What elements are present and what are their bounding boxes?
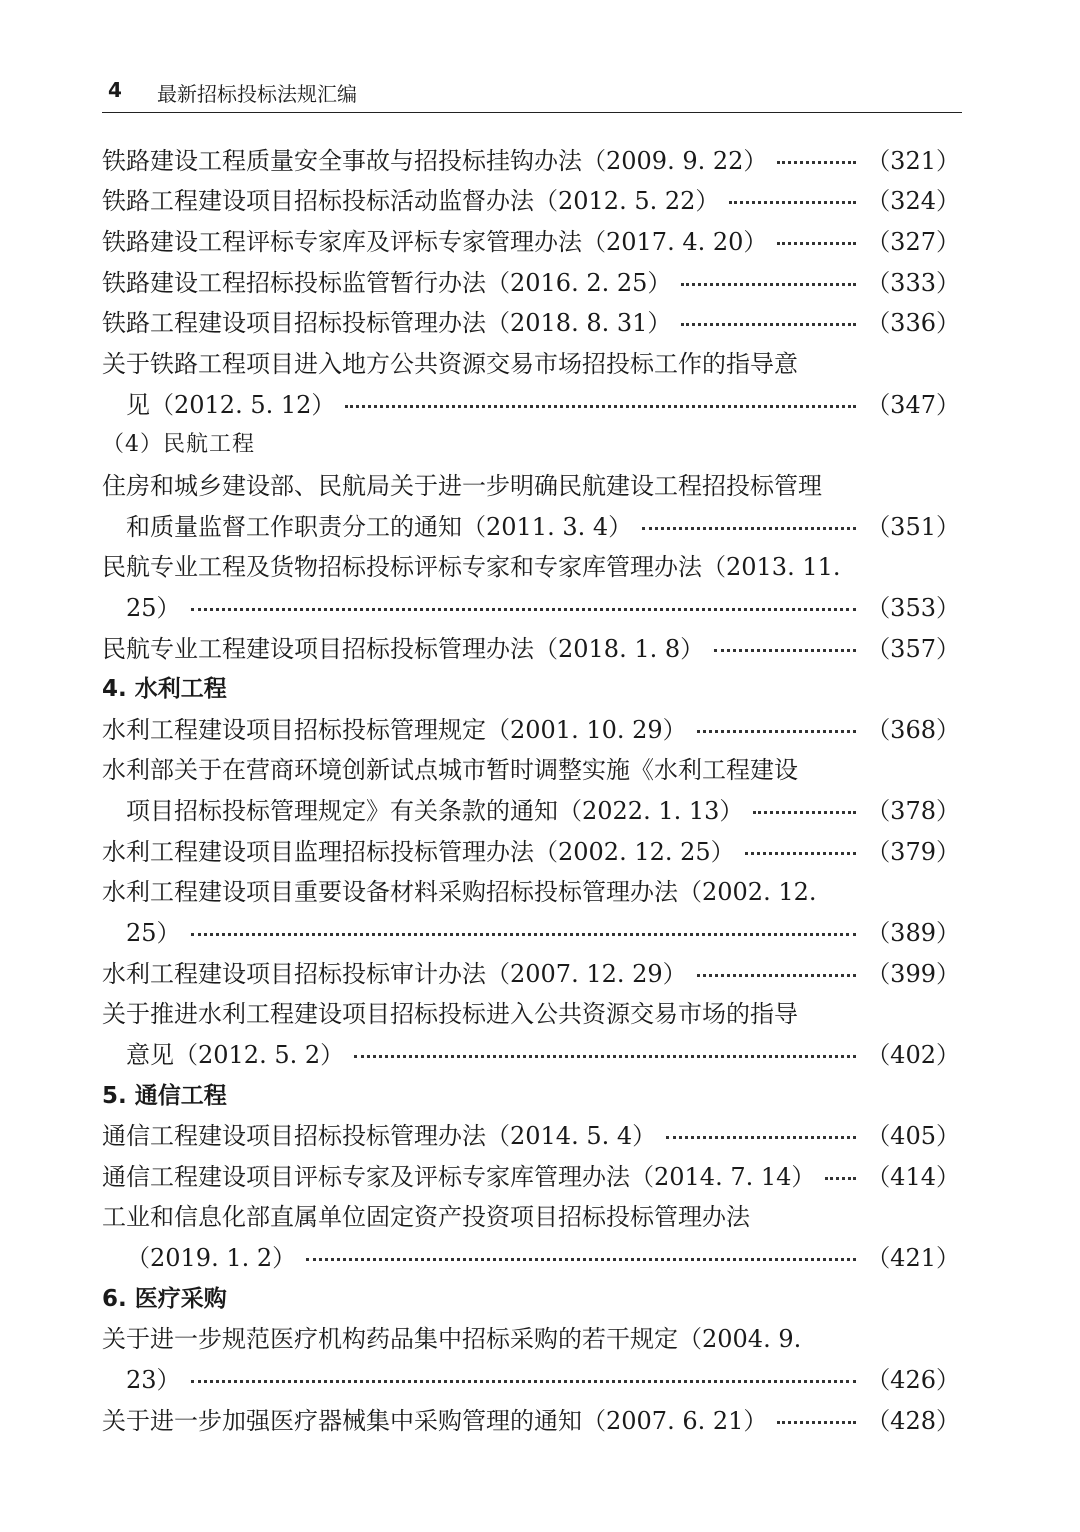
section-title: 5. 通信工程 xyxy=(102,1082,227,1109)
toc-entry-first-line[interactable] xyxy=(102,870,960,911)
toc-entry-title: 见（2012. 5. 12） xyxy=(126,390,336,419)
toc-entry-page: （414） xyxy=(866,1162,960,1191)
toc-section-heading xyxy=(102,1276,960,1317)
toc-entry-title: 水利工程建设项目招标投标审计办法（2007. 12. 29） xyxy=(102,959,687,988)
toc-subsection-heading xyxy=(102,422,960,463)
toc-entry-title: 铁路工程建设项目招标投标管理办法（2018. 8. 31） xyxy=(102,309,672,338)
toc-entry-continuation[interactable] xyxy=(102,585,960,626)
toc-entry-page: （379） xyxy=(866,837,960,866)
toc-entry-title: （2019. 1. 2） xyxy=(126,1244,297,1273)
toc-entry-title: 项目招标投标管理规定》有关条款的通知（2022. 1. 13） xyxy=(126,797,744,826)
toc-leader-dots xyxy=(345,405,856,408)
toc-entry-title: 通信工程建设项目招标投标管理办法（2014. 5. 4） xyxy=(102,1122,657,1151)
toc-entry-title: 和质量监督工作职责分工的通知（2011. 3. 4） xyxy=(126,512,633,541)
toc-entry-page: （368） xyxy=(866,715,960,744)
toc-entry-page: （333） xyxy=(866,268,960,297)
toc-entry-page: （357） xyxy=(866,634,960,663)
toc-leader-dots xyxy=(681,323,856,326)
toc-entry-title: 23） xyxy=(126,1366,181,1395)
toc-leader-dots xyxy=(306,1258,856,1261)
toc-entry[interactable] xyxy=(102,1154,960,1195)
toc-entry-title: 关于推进水利工程建设项目招标投标进入公共资源交易市场的指导 xyxy=(102,1000,798,1029)
toc-entry-title: 25） xyxy=(126,918,181,947)
toc-entry-title: 关于进一步规范医疗机构药品集中招标采购的若干规定（2004. 9. xyxy=(102,1325,802,1354)
toc-entry-page: （402） xyxy=(866,1040,960,1069)
toc-section-heading xyxy=(102,666,960,707)
toc-entry[interactable] xyxy=(102,626,960,667)
toc-entry-title: 关于进一步加强医疗器械集中采购管理的通知（2007. 6. 21） xyxy=(102,1406,768,1435)
toc-leader-dots xyxy=(777,161,856,164)
toc-leader-dots xyxy=(642,527,856,530)
toc-entry[interactable] xyxy=(102,951,960,992)
toc-entry-first-line[interactable] xyxy=(102,341,960,382)
toc-leader-dots xyxy=(714,649,856,652)
toc-leader-dots xyxy=(191,608,857,611)
toc-entry-continuation[interactable] xyxy=(102,1357,960,1398)
section-title: 4. 水利工程 xyxy=(102,676,227,703)
toc-entry-first-line[interactable] xyxy=(102,544,960,585)
toc-entry[interactable] xyxy=(102,707,960,748)
toc-entry-first-line[interactable] xyxy=(102,1317,960,1358)
toc-entry[interactable] xyxy=(102,829,960,870)
toc-entry-title: 关于铁路工程项目进入地方公共资源交易市场招投标工作的指导意 xyxy=(102,350,798,379)
subsection-title: （4）民航工程 xyxy=(102,432,255,458)
toc-entry-continuation[interactable] xyxy=(102,1235,960,1276)
toc-leader-dots xyxy=(666,1136,856,1139)
toc-entry-page: （327） xyxy=(866,228,960,257)
toc-leader-dots xyxy=(191,933,857,936)
toc-entry-title: 通信工程建设项目评标专家及评标专家库管理办法（2014. 7. 14） xyxy=(102,1162,816,1191)
toc-entry[interactable] xyxy=(102,138,960,179)
toc-leader-dots xyxy=(697,730,857,733)
toc-leader-dots xyxy=(354,1055,856,1058)
toc-entry-first-line[interactable] xyxy=(102,991,960,1032)
toc-entry-page: （378） xyxy=(866,797,960,826)
page-header xyxy=(102,76,962,113)
toc-entry-title: 铁路建设工程质量安全事故与招投标挂钩办法（2009. 9. 22） xyxy=(102,146,768,175)
toc-entry-page: （389） xyxy=(866,918,960,947)
toc-entry[interactable] xyxy=(102,301,960,342)
table-of-contents xyxy=(102,138,960,1439)
toc-entry-page: （421） xyxy=(866,1244,960,1273)
toc-entry-page: （351） xyxy=(866,512,960,541)
toc-entry-title: 民航专业工程及货物招标投标评标专家和专家库管理办法（2013. 11. xyxy=(102,553,841,582)
toc-leader-dots xyxy=(777,242,856,245)
toc-entry[interactable] xyxy=(102,260,960,301)
toc-entry-continuation[interactable] xyxy=(102,382,960,423)
toc-entry-title: 水利工程建设项目招标投标管理规定（2001. 10. 29） xyxy=(102,715,687,744)
toc-section-heading xyxy=(102,1073,960,1114)
toc-entry-first-line[interactable] xyxy=(102,748,960,789)
section-title: 6. 医疗采购 xyxy=(102,1285,227,1312)
toc-entry-continuation[interactable] xyxy=(102,504,960,545)
toc-entry-title: 水利工程建设项目重要设备材料采购招标投标管理办法（2002. 12. xyxy=(102,878,817,907)
toc-entry-title: 工业和信息化部直属单位固定资产投资项目招标投标管理办法 xyxy=(102,1203,750,1232)
toc-leader-dots xyxy=(681,283,856,286)
toc-entry-page: （321） xyxy=(866,146,960,175)
toc-leader-dots xyxy=(825,1177,856,1180)
toc-entry-title: 水利部关于在营商环境创新试点城市暂时调整实施《水利工程建设 xyxy=(102,756,798,785)
toc-entry-continuation[interactable] xyxy=(102,1032,960,1073)
toc-leader-dots xyxy=(697,974,857,977)
toc-entry-title: 民航专业工程建设项目招标投标管理办法（2018. 1. 8） xyxy=(102,634,705,663)
toc-entry[interactable] xyxy=(102,179,960,220)
toc-entry-title: 住房和城乡建设部、民航局关于进一步明确民航建设工程招投标管理 xyxy=(102,471,822,500)
toc-entry-page: （336） xyxy=(866,309,960,338)
toc-entry-title: 意见（2012. 5. 2） xyxy=(126,1040,345,1069)
toc-entry-first-line[interactable] xyxy=(102,1195,960,1236)
toc-leader-dots xyxy=(753,811,856,814)
toc-entry-continuation[interactable] xyxy=(102,788,960,829)
toc-entry-title: 铁路建设工程评标专家库及评标专家管理办法（2017. 4. 20） xyxy=(102,228,768,257)
toc-leader-dots xyxy=(191,1380,857,1383)
toc-entry-page: （428） xyxy=(866,1406,960,1435)
toc-entry[interactable] xyxy=(102,219,960,260)
toc-entry-continuation[interactable] xyxy=(102,910,960,951)
toc-entry-page: （353） xyxy=(866,593,960,622)
toc-leader-dots xyxy=(745,852,857,855)
page-number: 4 xyxy=(108,78,122,102)
toc-entry-page: （426） xyxy=(866,1366,960,1395)
toc-entry-page: （399） xyxy=(866,959,960,988)
toc-entry[interactable] xyxy=(102,1113,960,1154)
toc-entry-page: （324） xyxy=(866,187,960,216)
toc-entry-page: （405） xyxy=(866,1122,960,1151)
toc-entry-first-line[interactable] xyxy=(102,463,960,504)
toc-entry-title: 铁路建设工程招标投标监管暂行办法（2016. 2. 25） xyxy=(102,268,672,297)
toc-entry[interactable] xyxy=(102,1398,960,1439)
toc-entry-title: 水利工程建设项目监理招标投标管理办法（2002. 12. 25） xyxy=(102,837,735,866)
toc-entry-page: （347） xyxy=(866,390,960,419)
book-title: 最新招标投标法规汇编 xyxy=(157,82,357,106)
toc-entry-title: 25） xyxy=(126,593,181,622)
toc-leader-dots xyxy=(729,201,856,204)
toc-entry-title: 铁路工程建设项目招标投标活动监督办法（2012. 5. 22） xyxy=(102,187,720,216)
toc-leader-dots xyxy=(777,1421,856,1424)
